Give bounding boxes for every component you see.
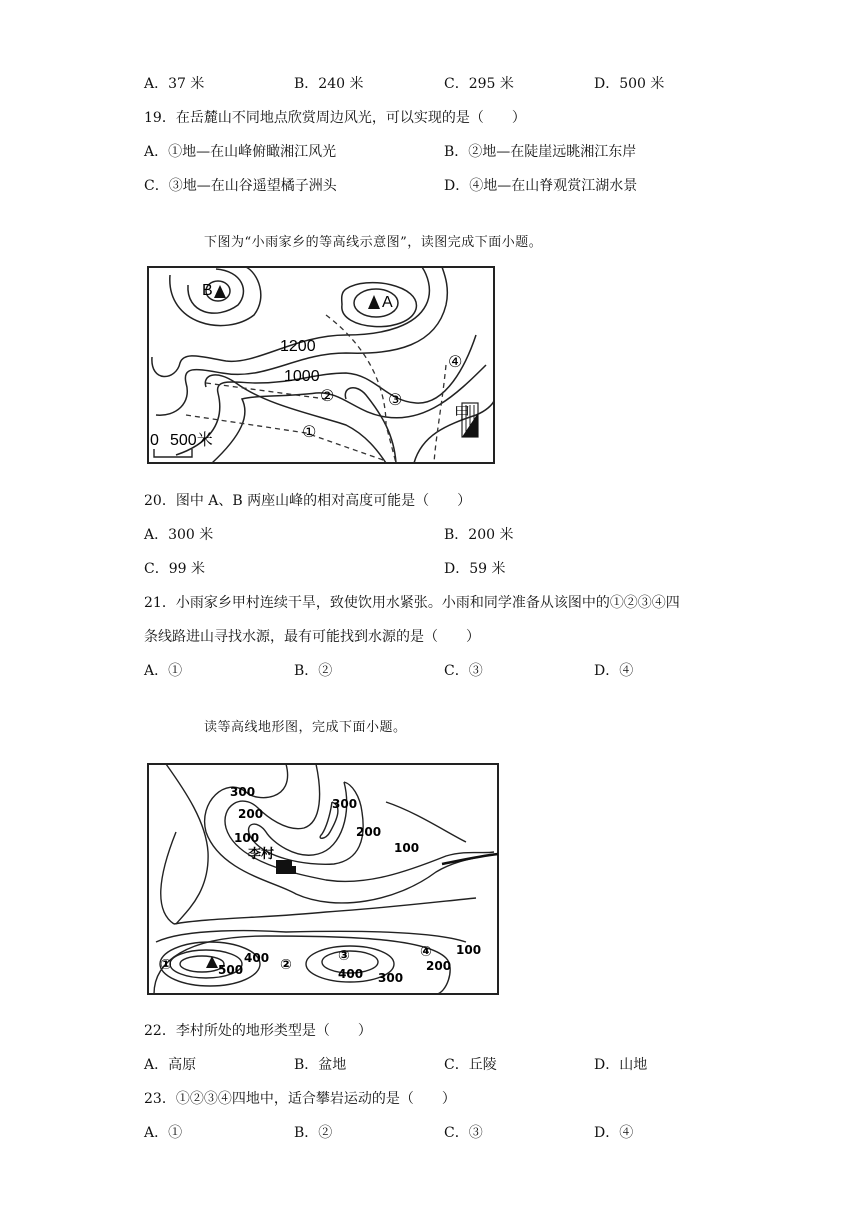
q19-option-a: A．①地—在山峰俯瞰湘江风光 [144, 144, 337, 160]
q19-option-d: D．④地—在山脊观赏江湖水景 [444, 178, 638, 194]
contour-label-400-left: 400 [244, 951, 270, 965]
scale-zero: 0 [150, 432, 159, 449]
scale-value: 500米 [170, 432, 213, 449]
site-label-3: ③ [338, 948, 350, 964]
q18-option-c: C．295 米 [444, 76, 514, 92]
q20-option-d: D．59 米 [444, 561, 506, 577]
q23-option-c: C．③ [444, 1125, 483, 1141]
q20-option-c: C．99 米 [144, 561, 205, 577]
contour-label-100-top: 100 [234, 831, 260, 845]
route-label-3: ③ [388, 392, 403, 409]
q22-option-c: C．丘陵 [444, 1057, 497, 1073]
contour-label-300-mid: 300 [332, 797, 358, 811]
q23-stem: 23．①②③④四地中，适合攀岩运动的是（ ） [144, 1091, 456, 1107]
contour-map-1 [146, 265, 496, 465]
q22-stem: 22．李村所处的地形类型是（ ） [144, 1023, 372, 1039]
route-label-2: ② [320, 388, 335, 405]
q22-option-a: A．高原 [144, 1057, 197, 1073]
q23-option-b: B．② [294, 1125, 333, 1141]
q21-stem-line2: 条线路进山寻找水源，最有可能找到水源的是（ ） [144, 629, 480, 645]
contour-map-2 [146, 762, 502, 998]
q18-option-d: D．500 米 [594, 76, 665, 92]
peak-b-label: B [202, 282, 213, 299]
site-label-1: ① [160, 957, 172, 973]
q20-option-a: A．300 米 [144, 527, 214, 543]
q21-option-b: B．② [294, 663, 333, 679]
q21-option-c: C．③ [444, 663, 483, 679]
peak-a-label: A [382, 294, 393, 311]
q20-option-b: B．200 米 [444, 527, 514, 543]
map2-intro: 读等高线地形图，完成下面小题。 [204, 720, 407, 735]
q22-option-d: D．山地 [594, 1057, 648, 1073]
village-label-li: 李村 [248, 847, 275, 862]
route-label-4: ④ [448, 354, 463, 371]
q21-option-d: D．④ [594, 663, 634, 679]
village-label-jia: 甲 [454, 406, 471, 423]
q22-option-b: B．盆地 [294, 1057, 347, 1073]
q20-stem: 20．图中 A、B 两座山峰的相对高度可能是（ ） [144, 493, 472, 509]
q19-option-b: B．②地—在陡崖远眺湘江东岸 [444, 144, 637, 160]
contour-label-200-mid: 200 [356, 825, 382, 839]
q18-option-a: A．37 米 [144, 76, 205, 92]
contour-label-200-bottom: 200 [426, 959, 452, 973]
q19-stem: 19．在岳麓山不同地点欣赏周边风光，可以实现的是（ ） [144, 110, 526, 126]
q21-option-a: A．① [144, 663, 183, 679]
contour-label-100-bottom: 100 [456, 943, 482, 957]
contour-label-300-bottom: 300 [378, 971, 404, 985]
contour-label-500: 500 [218, 963, 244, 977]
q23-option-a: A．① [144, 1125, 183, 1141]
contour-label-400-mid: 400 [338, 967, 364, 981]
site-label-4: ④ [420, 944, 432, 960]
q21-stem-line1: 21．小雨家乡甲村连续干旱，致使饮用水紧张。小雨和同学准备从该图中的①②③④四 [144, 595, 680, 611]
map1-intro: 下图为“小雨家乡的等高线示意图”，读图完成下面小题。 [204, 235, 543, 250]
contour-label-300-top: 300 [230, 785, 256, 799]
q23-option-d: D．④ [594, 1125, 634, 1141]
q18-option-b: B．240 米 [294, 76, 364, 92]
contour-label-1200: 1200 [280, 338, 316, 355]
route-label-1: ① [302, 424, 317, 441]
q19-option-c: C．③地—在山谷遥望橘子洲头 [144, 178, 337, 194]
site-label-2: ② [280, 957, 292, 973]
contour-label-100-right: 100 [394, 841, 420, 855]
contour-label-1000: 1000 [284, 368, 320, 385]
contour-label-200-top: 200 [238, 807, 264, 821]
